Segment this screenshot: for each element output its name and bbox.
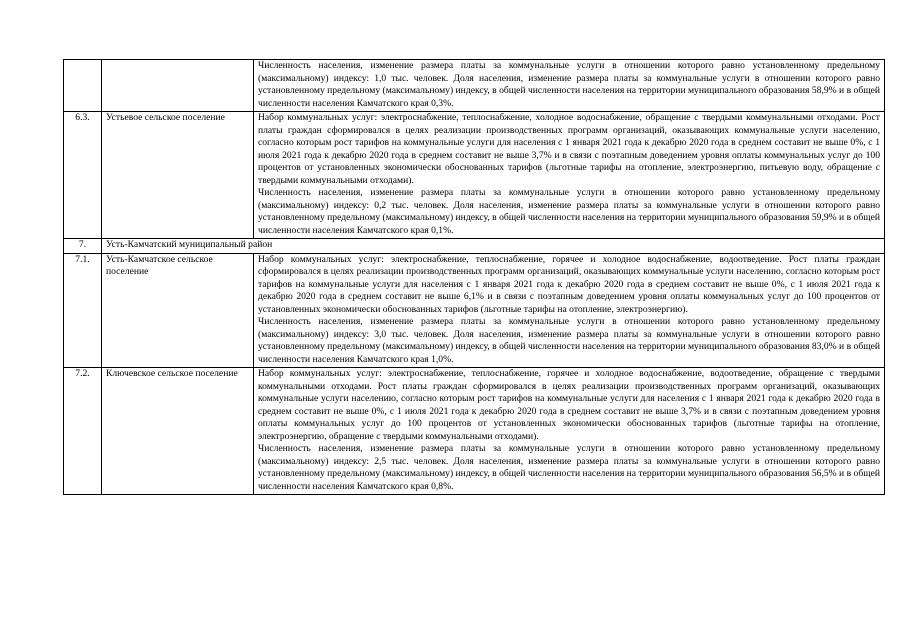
table-row <box>64 253 885 368</box>
row-number: 6.3. <box>64 112 102 239</box>
row-number: 7.1. <box>64 253 102 368</box>
paragraph: Набор коммунальных услуг: электроснабжение, теплоснабжение, горячее и холодное водоснабжение, водоотведение, обращение с твердыми коммунальными отходами. Рост платы граждан сформировался в целях реализации производственных программ организаций, оказывающих коммунальные услуги населению, согласно которым рост тарифов на коммунальные услуги для населения с 1 января 2021 года к декабрю 2020 года в среднем составит не выше 0%, с 1 июля 2021 года к декабрю 2020 года в среднем составит не выше 3,7% и в связи с поэтапным доведением уровня оплаты коммунальных услуг до 100 процентов от установленных экономически обоснованных тарифов (льготные тарифы на отопление, электроэнергию, обращение с твердыми коммунальными отходами). <box>258 368 880 442</box>
tariff-table <box>63 59 885 495</box>
paragraph: Численность населения, изменение размера платы за коммунальные услуги в отношении которого равно установленному предельному (максимальному) индексу: 1,0 тыс. человек. Доля населения, изменение размера платы за коммунальные услуги в отношении которого равно установленному предельному (максимальному) индексу, в общей численности населения на территории муниципального образования 58,9% и в общей численности населения Камчатского края 0,3%. <box>258 60 880 109</box>
municipality-name <box>102 60 254 112</box>
row-description <box>254 112 885 239</box>
section-row <box>64 239 885 254</box>
municipality-name: Устьевое сельское поселение <box>102 112 254 239</box>
paragraph: Численность населения, изменение размера платы за коммунальные услуги в отношении которого равно установленному предельному (максимальному) индексу: 3,0 тыс. человек. Доля населения, изменение размера платы за коммунальные услуги в отношении которого равно установленному предельному (максимальному) индексу, в общей численности населения на территории муниципального образования 83,0% и в общей численности населения Камчатского края 1,0%. <box>258 316 880 365</box>
table-row <box>64 368 885 495</box>
municipality-name: Усть-Камчатское сельское поселение <box>102 253 254 368</box>
paragraph: Численность населения, изменение размера платы за коммунальные услуги в отношении которого равно установленному предельному (максимальному) индексу: 2,5 тыс. человек. Доля населения, изменение размера платы за коммунальные услуги в отношении которого равно установленному предельному (максимальному) индексу, в общей численности населения на территории муниципального образования 56,5% и в общей численности населения Камчатского края 0,8%. <box>258 443 880 492</box>
paragraph: Набор коммунальных услуг: электроснабжение, теплоснабжение, холодное водоснабжение, обращение с твердыми коммунальными отходами. Рост платы граждан сформировался в целях реализации производственных программ организаций, оказывающих коммунальные услуги населению, согласно которым рост тарифов на коммунальные услуги для населения с 1 января 2021 года к декабрю 2020 года в среднем составит не выше 0%, с 1 июля 2021 года к декабрю 2020 года в среднем составит не выше 3,7% и в связи с поэтапным доведением уровня оплаты коммунальных услуг до 100 процентов от установленных экономически обоснованных тарифов (льготные тарифы на отопление, электроэнергию, питьевую воду, обращение с твердыми коммунальными отходами). <box>258 112 880 186</box>
row-description <box>254 368 885 495</box>
table-row <box>64 112 885 239</box>
row-description <box>254 253 885 368</box>
row-description <box>254 60 885 112</box>
row-number <box>64 60 102 112</box>
municipality-name: Ключевское сельское поселение <box>102 368 254 495</box>
row-number: 7.2. <box>64 368 102 495</box>
paragraph: Набор коммунальных услуг: электроснабжение, теплоснабжение, горячее и холодное водоснабжение, водоотведение. Рост платы граждан сформировался в целях реализации производственных программ организаций, оказывающих коммунальные услуги населению, согласно которым рост тарифов на коммунальные услуги для населения с 1 января 2021 года к декабрю 2020 года в среднем составит не выше 0%, с 1 июля 2021 года к декабрю 2020 года в среднем составит не выше 6,1% и в связи с поэтапным доведением уровня оплаты коммунальных услуг до 100 процентов от установленных экономически обоснованных тарифов (льготные тарифы на отопление, электроэнергию). <box>258 253 880 315</box>
section-title: Усть-Камчатский муниципальный район <box>102 239 885 254</box>
section-number: 7. <box>64 239 102 254</box>
paragraph: Численность населения, изменение размера платы за коммунальные услуги в отношении которого равно установленному предельному (максимальному) индексу: 0,2 тыс. человек. Доля населения, изменение размера платы за коммунальные услуги в отношении которого равно установленному предельному (максимальному) индексу, в общей численности населения на территории муниципального образования 59,9% и в общей численности населения Камчатского края 0,1%. <box>258 187 880 236</box>
table-row <box>64 60 885 112</box>
